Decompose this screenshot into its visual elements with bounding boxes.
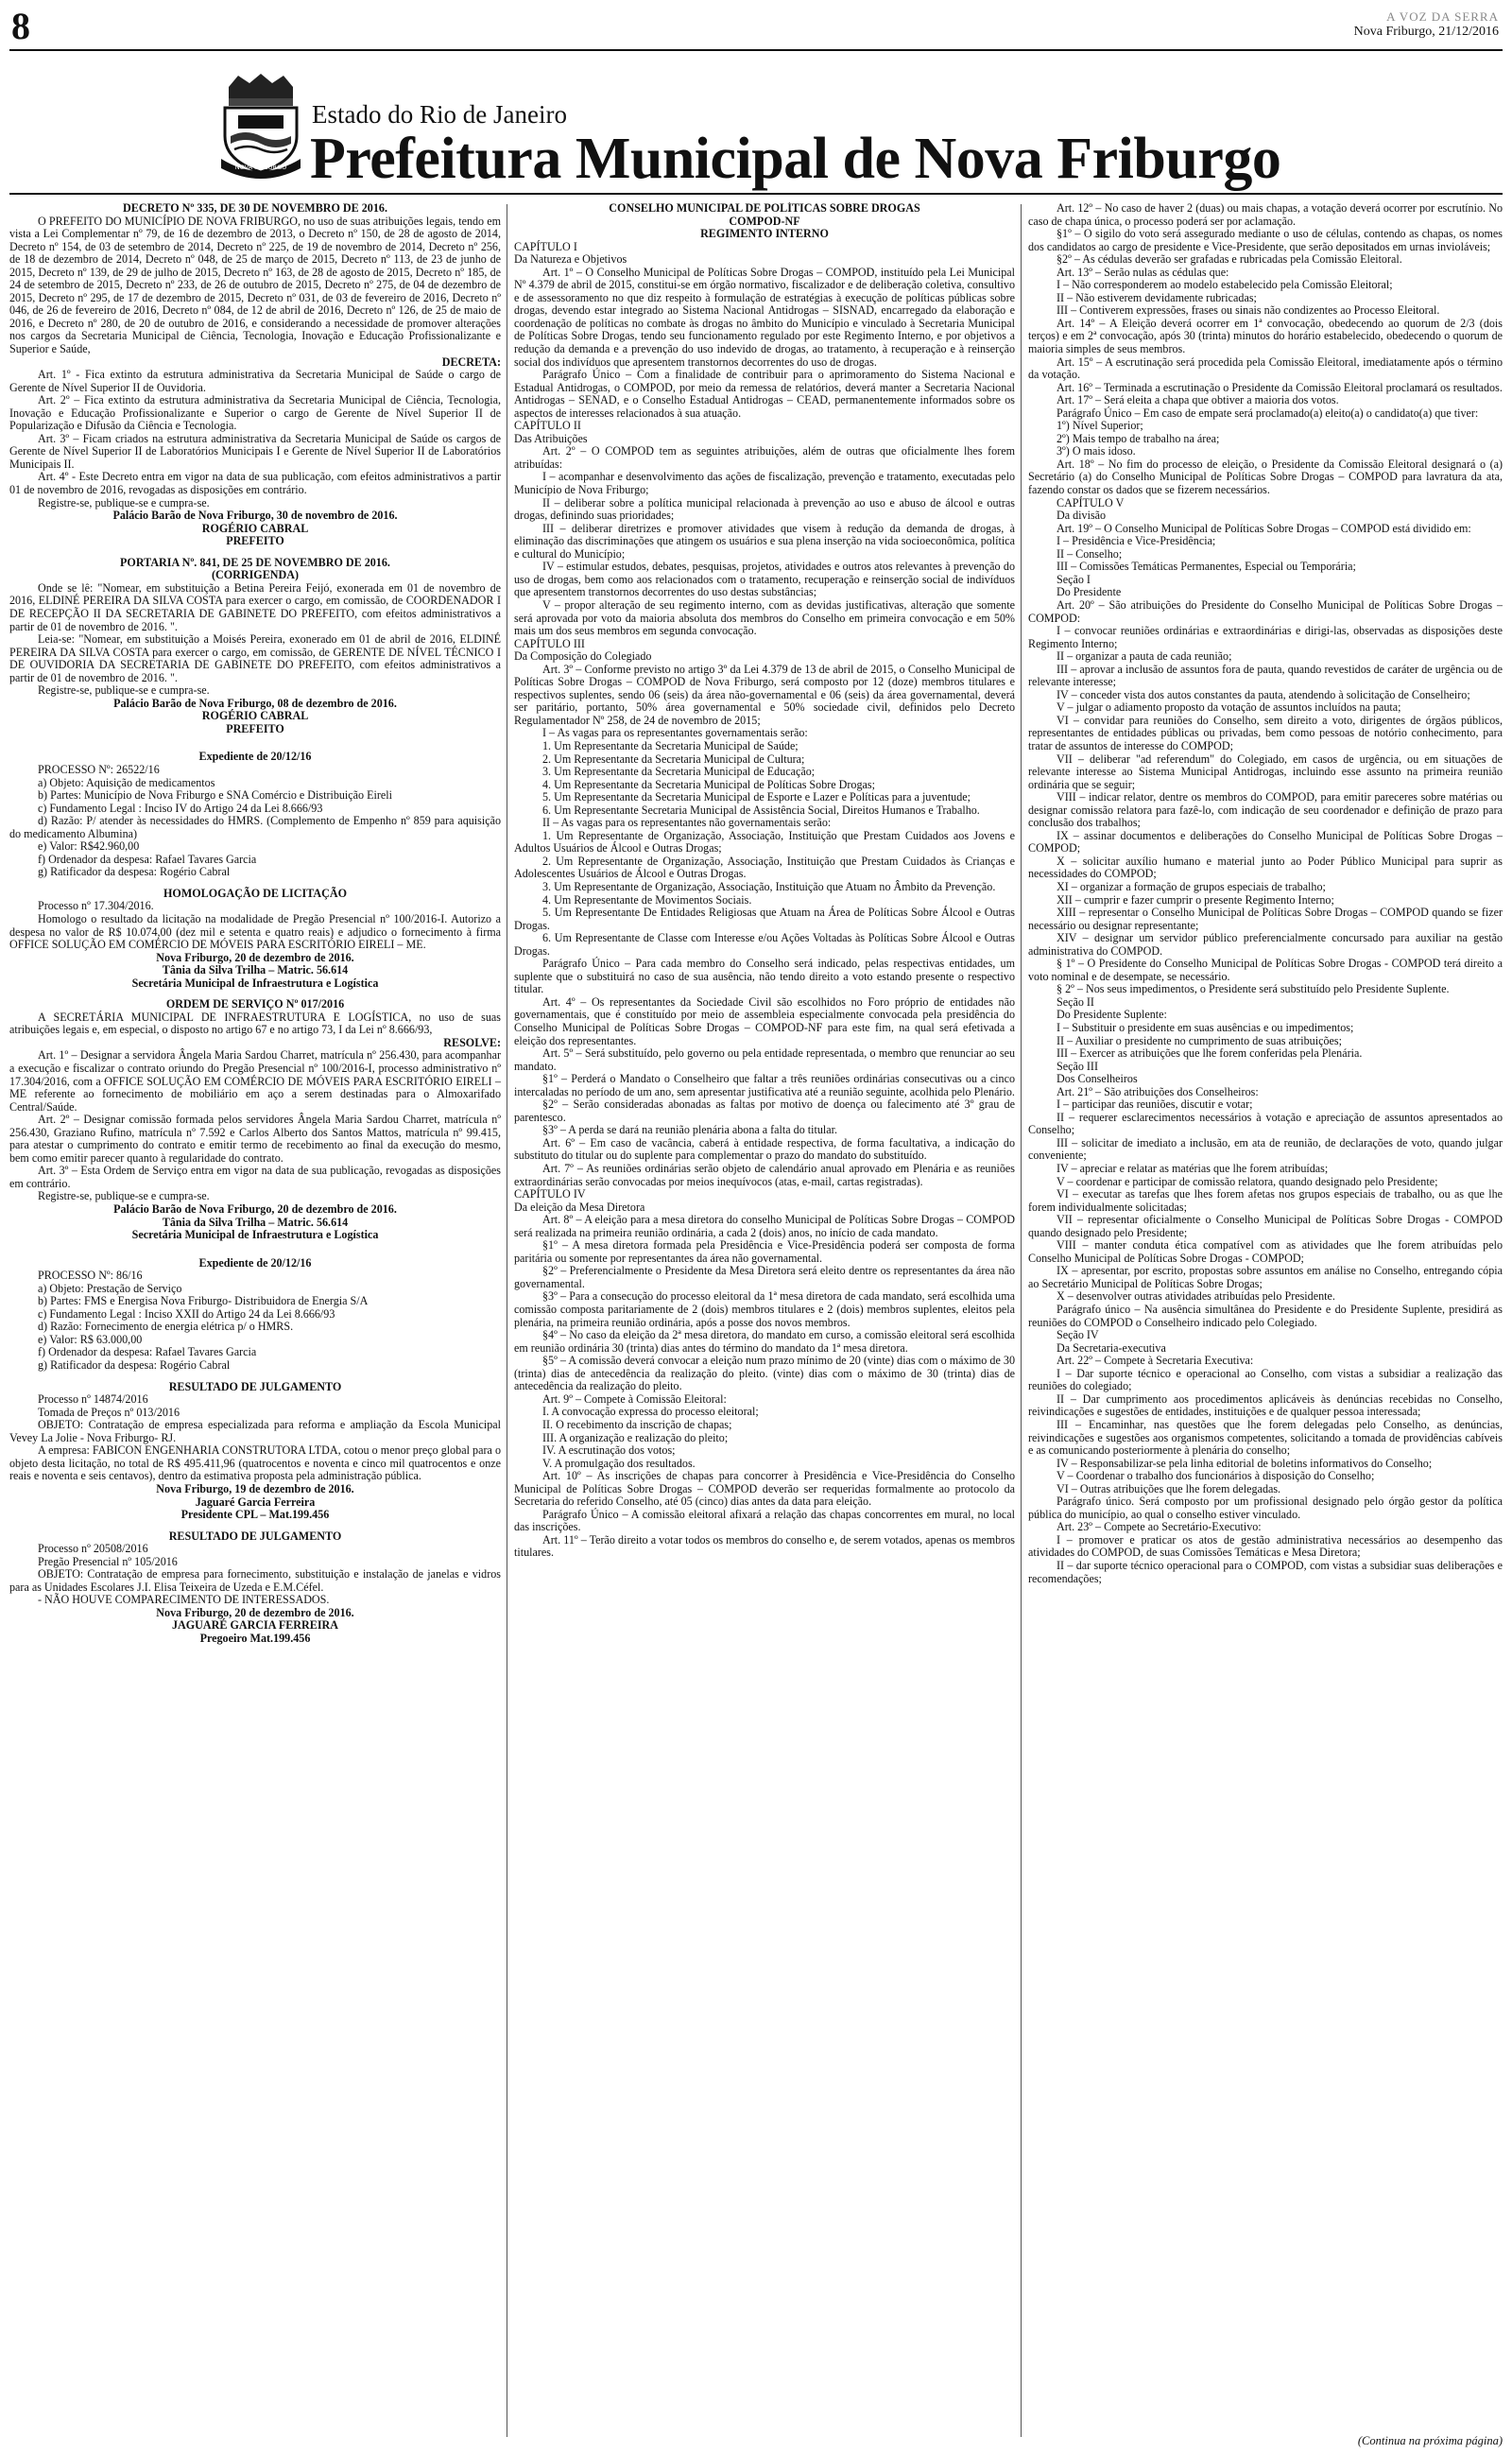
paragraph: O PREFEITO DO MUNICÍPIO DE NOVA FRIBURGO, no uso de suas atribuições legais, tendo em vista a Lei Complementar nº 79, de 16 de dezembro de 2013, o Decreto nº 150, de 28 de agosto de 2014, Decreto nº 154, de 03 de setembro de 2014, Decreto nº 225, de 19 de novembro de 2014, Decreto nº 256, de 18 de dezembro de 2014, Decreto nº 048, de 25 de março de 2015, Decreto nº 113, de 23 de junho de 2015, Decreto nº 139, de 29 de julho de 2015, Decreto nº 163, de 28 de agosto de 2015, Decreto nº 185, de 24 de setembro de 2015, Decreto nº 233, de 26 de outubro de 2015, Decreto nº 275, de 04 de dezembro de 2015, Decreto nº 295, de 17 de dezembro de 2015, Decreto nº 031, de 03 de fevereiro de 2016, Decreto nº 046, de 26 de fevereiro de 2016, Decreto nº 084, de 12 de abril de 2016, Decreto nº 126, de 25 de maio de 2016, e Decreto nº 280, de 20 de outubro de 2016, e considerando a necessidade de promover alterações nos cargos da Secretaria Municipal de Ciência, Tecnologia, Inovação e Educação Profissionalizante e Superior e Saúde, bbox=[9, 214, 501, 356]
spacer bbox=[9, 735, 501, 751]
paragraph: Art. 13º – Serão nulas as cédulas que: bbox=[1057, 265, 1229, 279]
paragraph: CAPÍTULO II bbox=[514, 419, 581, 433]
paragraph: X – solicitar auxílio humano e material junto ao Poder Público Municipal para suprir as necessidades do COMPOD; bbox=[1028, 854, 1503, 881]
paragraph: Da Natureza e Objetivos bbox=[514, 252, 627, 267]
paragraph: I – convocar reuniões ordinárias e extraordinárias e dirigi-las, observadas as disposições deste Regimento Interno; bbox=[1028, 624, 1503, 650]
paragraph: Tomada de Preços nº 013/2016 bbox=[38, 1405, 180, 1419]
paragraph: Art. 22º – Compete à Secretaria Executiva: bbox=[1057, 1354, 1254, 1368]
paragraph: §1º – O sigilo do voto será assegurado mediante o uso de células, contendo as chapas, os nomes dos candidatos ao cargo de presidente e Vice-Presidente, que serão depositados em urnas invioláveis; bbox=[1028, 227, 1503, 253]
paragraph: Do Presidente bbox=[1057, 585, 1122, 599]
paragraph: I – Substituir o presidente em suas ausências e ou impedimentos; bbox=[1057, 1021, 1354, 1034]
paragraph: I – Dar suporte técnico e operacional ao Conselho, com vistas a subsidiar a realização das reuniões do colegiado; bbox=[1028, 1366, 1503, 1393]
section-heading: Tânia da Silva Trilha – Matric. 56.614 bbox=[162, 1215, 349, 1229]
section-heading: PREFEITO bbox=[226, 534, 284, 548]
paragraph: Art. 15º – A escrutinação será procedida pela Comissão Eleitoral, imediatamente após o término da votação. bbox=[1028, 354, 1503, 382]
section-heading: COMPOD-NF bbox=[729, 214, 800, 228]
paragraph: VI – Outras atribuições que lhe forem delegadas. bbox=[1057, 1481, 1281, 1495]
paragraph: a) Objeto: Aquisição de medicamentos bbox=[38, 775, 215, 789]
paragraph: V – propor alteração de seu regimento interno, com as devidas justificativas, alteração que somente será aprovada por voto da maioria absoluta dos membros do Conselho em primeira convocação e em 50% mais um dos seus membros em segunda convocação. bbox=[514, 597, 1015, 638]
paragraph: Das Atribuições bbox=[514, 431, 588, 445]
paragraph: Seção II bbox=[1057, 994, 1094, 1009]
paragraph: XII – cumprir e fazer cumprir o presente Regimento Interno; bbox=[1057, 892, 1334, 907]
paragraph: Art. 1º – O Conselho Municipal de Políticas Sobre Drogas – COMPOD, instituído pela Lei Municipal Nº 4.379 de abril de 2015, constitui-se em órgão normativo, fiscalizador e de deliberação coletiva, consultivo e de assessoramento no que diz respeito à formulação de estratégias à execução de políticas públicas sobre drogas, devendo estar integrado ao Sistema Nacional Antidrogas – SISNAD, encarregado da elaboração e coordenação de políticas no combate às drogas no âmbito do Município e vinculado à Secretaria Municipal de Políticas Sobre Drogas, tendo seu funcionamento regulado por este Regimento Interno, e por objetivos a redução da demanda e a prevenção do uso indevido de drogas, ao tratamento, à recuperação e à reinserção social dos indivíduos que apresentem transtornos decorrentes do uso de drogas. bbox=[514, 265, 1015, 369]
paragraph: OBJETO: Contratação de empresa para fornecimento, substituição e instalação de janelas e vidros para as Unidades Escolares J.I. Elisa Teixeira de Uzeda e E.M.Céfel. bbox=[9, 1567, 501, 1594]
paragraph: XIII – representar o Conselho Municipal de Políticas Sobre Drogas – COMPOD quando se fizer necessário ou designar representante; bbox=[1028, 906, 1503, 932]
paragraph: A empresa: FABICON ENGENHARIA CONSTRUTORA LTDA, cotou o menor preço global para o objeto desta licitação, no total de R$ 495.411,96 (quatrocentos e noventa e cinco mil quatrocentos e onze reais e noventa e seis centavos), dentro da estimativa proposta pela administração pública. bbox=[9, 1443, 501, 1483]
paragraph: b) Partes: Município de Nova Friburgo e SNA Comércio e Distribuição Eireli bbox=[38, 788, 392, 803]
paragraph: IX – apresentar, por escrito, propostas sobre assuntos em análise no Conselho, entregando cópia ao Secretário Municipal de Políticas Sobre Drogas; bbox=[1028, 1264, 1503, 1290]
paragraph: Art. 2º – Designar comissão formada pelos servidores Ângela Maria Sardou Charret, matrícula nº 256.430, Graziano Rufino, matrícula nº 7.592 e Carlos Alberto dos Santos Mattos, matrícula nº 99.415, para atestar o cumprimento do contrato e emitir termo de recebimento ao final da execução do mesmo, bem como emitir parecer quanto à regularidade do contrato. bbox=[9, 1113, 501, 1165]
section-heading: Nova Friburgo, 20 de dezembro de 2016. bbox=[156, 1605, 354, 1619]
paragraph: e) Valor: R$ 63.000,00 bbox=[38, 1332, 143, 1346]
paragraph: Dos Conselheiros bbox=[1057, 1072, 1138, 1086]
paragraph: Parágrafo Único – Em caso de empate será proclamado(a) eleito(a) o candidato(a) que tiver: bbox=[1057, 406, 1479, 420]
paragraph: Art. 14º – A Eleição deverá ocorrer em 1ª convocação, obedecendo ao quorum de 2/3 (dois terços) e em 2ª convocação, após 30 (trinta) minutos do horário estabelecido, obedecendo o quorum de maioria simples de seus membros. bbox=[1028, 316, 1503, 356]
paragraph: Art. 3º – Conforme previsto no artigo 3º da Lei 4.379 de 13 de abril de 2015, o Conselho Municipal de Políticas Sobre Drogas – COMPOD de Nova Friburgo, será composto por 12 (doze) membros titulares e respectivos suplentes, sendo 06 (seis) da área não-governamental e 06 (seis) da área governamental, deverá ser paritário, portanto, 50% área governamental e 50% sociedade civil, definidos pelo Decreto Regulamentador Nº 258, de 24 de novembro de 2015; bbox=[514, 662, 1015, 727]
column-2 bbox=[514, 202, 1015, 2443]
paragraph: V – coordenar e participar de comissão relatora, quando designado pelo Presidente; bbox=[1057, 1174, 1438, 1188]
paragraph: Seção III bbox=[1057, 1059, 1098, 1073]
paragraph: - NÃO HOUVE COMPARECIMENTO DE INTERESSADOS. bbox=[38, 1593, 330, 1607]
paragraph: Art. 11º – Terão direito a votar todos os membros do conselho e, de serem votados, apenas os membros titulares. bbox=[514, 1532, 1015, 1560]
paragraph: Parágrafo Único – Para cada membro do Conselho será indicado, pelas respectivas entidades, um suplente que o substituirá no caso de sua ausência, não tendo direito a voto estando presente o respectivo titular. bbox=[514, 957, 1015, 996]
paragraph: Registre-se, publique-se e cumpra-se. bbox=[38, 1189, 210, 1203]
paragraph: f) Ordenador da despesa: Rafael Tavares Garcia bbox=[38, 852, 257, 866]
svg-text:NOVA FRIBURGO: NOVA FRIBURGO bbox=[234, 164, 287, 171]
section-heading: DECRETO Nº 335, DE 30 DE NOVEMBRO DE 2016. bbox=[123, 202, 387, 215]
paragraph: CAPÍTULO V bbox=[1057, 495, 1125, 510]
paragraph: §4º – No caso da eleição da 2ª mesa diretora, do mandato em curso, a comissão eleitoral será escolhida em reunião ordinária 30 (trinta) dias antes do término do mandato da 1ª mesa diretora. bbox=[514, 1328, 1015, 1355]
paragraph: XI – organizar a formação de grupos especiais de trabalho; bbox=[1057, 879, 1326, 893]
paragraph: VIII – manter conduta ética compatível com as atividades que lhe forem atribuídas pelo Conselho Municipal de Políticas Sobre Drogas - COMPOD; bbox=[1028, 1238, 1503, 1265]
paragraph: VII – deliberar "ad referendum" do Colegiado, em casos de urgência, ou em situações de relevante interesse ao Sistema Municipal Antidrogas, incluindo esse assunto na primeira reunião ordinária que se seguir; bbox=[1028, 752, 1503, 791]
paragraph: Processo nº 20508/2016 bbox=[38, 1542, 148, 1556]
paragraph: Do Presidente Suplente: bbox=[1057, 1008, 1167, 1022]
paragraph: f) Ordenador da despesa: Rafael Tavares Garcia bbox=[38, 1345, 257, 1359]
page-number: 8 bbox=[11, 5, 30, 47]
paragraph: Art. 10º – As inscrições de chapas para concorrer à Presidência e Vice-Presidência do Conselho Municipal de Políticas Sobre Drogas – COMPOD deverão ser requeridas formalmente ao protocolo da Secretaria do referido Conselho, até 05 (cinco) dias antes da data para eleição. bbox=[514, 1469, 1015, 1509]
state-name: Estado do Rio de Janeiro bbox=[312, 100, 567, 129]
city-crest-logo bbox=[215, 68, 306, 180]
paragraph: 2. Um Representante de Organização, Associação, Instituição que Prestam Cuidados às Crianças e Adolescentes Usuários de Álcool e Outras Drogas. bbox=[514, 854, 1015, 881]
paragraph: Art. 18º – No fim do processo de eleição, o Presidente da Comissão Eleitoral designará o (a) Secretário (a) do Conselho Municipal de Políticas Sobre Drogas – COMPOD para lavratura da ata, fazendo constar os dados que se fizerem necessários. bbox=[1028, 457, 1503, 497]
paragraph: I. A convocação expressa do processo eleitoral; bbox=[542, 1405, 759, 1419]
paragraph: 1. Um Representante da Secretaria Municipal de Saúde; bbox=[542, 738, 799, 752]
paragraph: Art. 1º - Fica extinto da estrutura administrativa da Secretaria Municipal de Saúde o cargo de Gerente de Nível Superior II de Ouvidoria. bbox=[9, 368, 501, 394]
paragraph: 3. Um Representante de Organização, Associação, Instituição que Atuam no Âmbito da Prevenção. bbox=[542, 879, 996, 893]
paragraph: c) Fundamento Legal : Inciso IV do Artigo 24 da Lei 8.666/93 bbox=[38, 801, 323, 815]
paragraph: II – Não estiverem devidamente rubricadas; bbox=[1057, 290, 1257, 304]
paragraph: Art. 6º – Em caso de vacância, caberá à entidade respectiva, de forma facultativa, a indicação do substituto do titular ou do suplente para complementar o prazo do mandato do substituído. bbox=[514, 1135, 1015, 1163]
section-heading: Palácio Barão de Nova Friburgo, 30 de novembro de 2016. bbox=[112, 509, 398, 523]
paragraph: VIII – indicar relator, dentre os membros do COMPOD, para emitir pareceres sobre matérias ou designar comissão relatora para fazê-lo, com indicação de seu coordenador e definição de prazo para conclusão dos trabalhos; bbox=[1028, 790, 1503, 830]
paragraph: Processo nº 17.304/2016. bbox=[38, 899, 154, 913]
content-columns bbox=[9, 202, 1503, 2443]
paragraph: II – organizar a pauta de cada reunião; bbox=[1057, 649, 1232, 664]
paragraph: II – Conselho; bbox=[1057, 546, 1123, 561]
paragraph: CAPÍTULO III bbox=[514, 636, 585, 650]
paragraph: A SECRETÁRIA MUNICIPAL DE INFRAESTRUTURA E LOGÍSTICA, no uso de suas atribuições legais e, em especial, o disposto no artigo 67 e no artigo 73, I da Lei nº 8.666/93, bbox=[9, 1010, 501, 1037]
paragraph: I – promover e praticar os atos de gestão administrativa necessários ao desempenho das atividades do COMPOD, de suas Comissões Temáticas e Mesa Diretora; bbox=[1028, 1532, 1503, 1560]
paragraph: V – Coordenar o trabalho dos funcionários à disposição do Conselho; bbox=[1057, 1469, 1375, 1483]
paragraph: g) Ratificador da despesa: Rogério Cabral bbox=[38, 865, 231, 879]
paragraph: §2º – Preferencialmente o Presidente da Mesa Diretora será eleito dentre os representantes da área não governamental. bbox=[514, 1264, 1015, 1290]
paragraph: Art. 3º – Esta Ordem de Serviço entra em vigor na data de sua publicação, revogadas as disposições em contrário. bbox=[9, 1164, 501, 1190]
paragraph: X – desenvolver outras atividades atribuídas pelo Presidente. bbox=[1057, 1289, 1335, 1304]
paragraph: Registre-se, publique-se e cumpra-se. bbox=[38, 683, 210, 698]
paragraph: 1. Um Representante de Organização, Associação, Instituição que Prestam Cuidados aos Jovens e Adultos Usuários de Álcool e Outras Drogas; bbox=[514, 828, 1015, 855]
continuation-note: (Continua na próxima página) bbox=[1357, 2434, 1503, 2447]
paragraph: 6. Um Representante Secretaria Municipal de Assistência Social, Direitos Humanos e Trabalho. bbox=[542, 803, 980, 817]
section-heading: Expediente de 20/12/16 bbox=[198, 750, 312, 764]
paragraph: II – dar suporte técnico operacional para o COMPOD, com vistas a subsidiar suas deliberações e recomendações; bbox=[1028, 1558, 1503, 1585]
paragraph: 2. Um Representante da Secretaria Municipal de Cultura; bbox=[542, 752, 805, 766]
section-heading: Expediente de 20/12/16 bbox=[198, 1255, 312, 1270]
paragraph: b) Partes: FMS e Energisa Nova Friburgo- Distribuidora de Energia S/A bbox=[38, 1294, 369, 1308]
section-heading: (CORRIGENDA) bbox=[211, 568, 300, 582]
paragraph: III – deliberar diretrizes e promover atividades que visem à redução da demanda de drogas, à eliminação das discriminações que atingem os usuários e sua plena inserção na vida socioeconômica, política e cultural do Município; bbox=[514, 521, 1015, 561]
paragraph: I – As vagas para os representantes governamentais serão: bbox=[542, 726, 808, 740]
paragraph: Parágrafo único – Na ausência simultânea do Presidente e do Presidente Suplente, presidirá as reuniões do COMPOD o Conselheiro indicado pelo Colegiado. bbox=[1028, 1303, 1503, 1329]
paragraph: Art. 21º – São atribuições dos Conselheiros: bbox=[1057, 1084, 1259, 1098]
paragraph: Parágrafo único. Será composto por um profissional designado pelo órgão gestor da política pública do município, ao qual o conselho estiver vinculado. bbox=[1028, 1495, 1503, 1521]
paragraph: Art. 2º – O COMPOD tem as seguintes atribuições, além de outras que oficialmente lhes forem atribuídas: bbox=[514, 444, 1015, 471]
paragraph: Art. 20º – São atribuições do Presidente do Conselho Municipal de Políticas Sobre Drogas – COMPOD: bbox=[1028, 597, 1503, 625]
paragraph: Da divisão bbox=[1057, 509, 1107, 523]
paragraph: IV. A escrutinação dos votos; bbox=[542, 1443, 676, 1458]
paragraph: Da eleição da Mesa Diretora bbox=[514, 1200, 645, 1214]
section-heading: JAGUARÉ GARCIA FERREIRA bbox=[171, 1618, 339, 1633]
paragraph: Art. 19º – O Conselho Municipal de Políticas Sobre Drogas – COMPOD está dividido em: bbox=[1057, 521, 1471, 535]
paragraph: Seção I bbox=[1057, 572, 1091, 586]
section-heading: Secretária Municipal de Infraestrutura e Logística bbox=[131, 1228, 379, 1242]
paragraph: IV – estimular estudos, debates, pesquisas, projetos, atividades e outros atos relevantes à prevenção do uso de drogas, bem como aos relacionados com o tratamento, recuperação e reinserção social de indivíduos que apresentem transtornos decorrentes do uso destas substâncias; bbox=[514, 560, 1015, 599]
masthead bbox=[9, 51, 1503, 195]
section-heading: REGIMENTO INTERNO bbox=[700, 227, 829, 241]
paragraph: c) Fundamento Legal : Inciso XXII do Artigo 24 da Lei 8.666/93 bbox=[38, 1306, 335, 1321]
paragraph: V – julgar o adiamento proposto da votação de assuntos incluídos na pauta; bbox=[1057, 700, 1401, 715]
paragraph: III – Encaminhar, nas questões que lhe forem delegadas pelo Conselho, as denúncias, reivindicações e sugestões aos organismos competentes, solicitando a tomada de providências cabíveis e as comunicando posteriormente à plenária do conselho; bbox=[1028, 1417, 1503, 1458]
paragraph: Art. 9º – Compete à Comissão Eleitoral: bbox=[542, 1391, 727, 1406]
paragraph: 4. Um Representante de Movimentos Sociais. bbox=[542, 892, 752, 907]
paragraph: Art. 8º – A eleição para a mesa diretora do conselho Municipal de Políticas Sobre Drogas – COMPOD será realizada na primeira reunião ordinária, a cada 2 (dois) anos, no início de cada mandato. bbox=[514, 1213, 1015, 1239]
section-heading: HOMOLOGAÇÃO DE LICITAÇÃO bbox=[163, 886, 347, 900]
paragraph: V. A promulgação dos resultados. bbox=[542, 1456, 696, 1470]
paragraph: III. A organização e realização do pleito; bbox=[542, 1430, 729, 1444]
paragraph: III – solicitar de imediato a inclusão, em ata de reunião, de declarações de voto, quando julgar conveniente; bbox=[1028, 1135, 1503, 1163]
paragraph: Art. 3º – Ficam criados na estrutura administrativa da Secretaria Municipal de Saúde os cargos de Gerente de Nível Superior II de Laboratórios Municipais I e Gerente de Nível Superior II de Laboratórios Municipais II. bbox=[9, 431, 501, 471]
paragraph: Art. 23º – Compete ao Secretário-Executivo: bbox=[1057, 1520, 1262, 1534]
section-heading: Nova Friburgo, 20 de dezembro de 2016. bbox=[156, 950, 354, 964]
section-heading: Palácio Barão de Nova Friburgo, 08 de dezembro de 2016. bbox=[113, 696, 397, 710]
paragraph: §3º – A perda se dará na reunião plenária abona a falta do titular. bbox=[542, 1123, 838, 1137]
paragraph: III – Comissões Temáticas Permanentes, Especial ou Temporária; bbox=[1057, 560, 1356, 574]
publication-date: Nova Friburgo, 21/12/2016 bbox=[1353, 25, 1499, 39]
paragraph: §5º – A comissão deverá convocar a eleição num prazo mínimo de 20 (vinte) dias com o máximo de 30 (trinta) dias de antecedência da realização do pleito. (vinte) dias com o máximo de 30 (trinta) dias de antecedência da realização do pleito. bbox=[514, 1354, 1015, 1393]
paragraph: III – Contiverem expressões, frases ou sinais não condizentes ao Processo Eleitoral. bbox=[1057, 303, 1440, 318]
column-1 bbox=[9, 202, 501, 2443]
column-divider bbox=[1021, 204, 1022, 2437]
section-heading: ORDEM DE SERVIÇO Nº 017/2016 bbox=[165, 997, 345, 1011]
section-heading: Palácio Barão de Nova Friburgo, 20 de dezembro de 2016. bbox=[113, 1202, 397, 1217]
paragraph: Processo nº 14874/2016 bbox=[38, 1392, 148, 1407]
section-heading: RESULTADO DE JULGAMENTO bbox=[168, 1529, 342, 1543]
paragraph: 3º) O mais idoso. bbox=[1057, 444, 1136, 458]
paragraph: IV – conceder vista dos autos constantes da pauta, atendendo à solicitação de Conselheiro; bbox=[1057, 687, 1470, 701]
paragraph: PROCESSO Nº: 26522/16 bbox=[38, 762, 160, 776]
paragraph: §1º – Perderá o Mandato o Conselheiro que faltar a três reuniões ordinárias consecutivas ou a cinco intercaladas no período de um ano, sem apresentar justificativa até a reunião seguinte, acolhida pelo Plenário. bbox=[514, 1072, 1015, 1098]
paragraph: OBJETO: Contratação de empresa especializada para reforma e ampliação da Escola Municipal Vevey La Jolie - Nova Friburgo- RJ. bbox=[9, 1418, 501, 1444]
paragraph: d) Razão: Fornecimento de energia elétrica p/ o HMRS. bbox=[38, 1320, 294, 1334]
spacer bbox=[9, 1242, 501, 1257]
column-3 bbox=[1028, 202, 1503, 2443]
paragraph: IX – assinar documentos e deliberações do Conselho Municipal de Políticas Sobre Drogas – COMPOD; bbox=[1028, 828, 1503, 855]
paragraph: Homologo o resultado da licitação na modalidade de Pregão Presencial nº 100/2016-I. Autorizo a despesa no valor de R$ 10.074,00 (dez mil e setenta e quatro reais) e adjudico o fornecimento à firma OFFICE SOLUÇÃO EM COMÉRCIO DE MÓVEIS PARA ESCRITÓRIO EIRELI – ME. bbox=[9, 911, 501, 952]
publication-info bbox=[1354, 9, 1499, 40]
paragraph: 6. Um Representante de Classe com Interesse e/ou Ações Voltadas às Políticas Sobre Álcool e Outras Drogas. bbox=[514, 931, 1015, 958]
paragraph: 5. Um Representante da Secretaria Municipal de Esporte e Lazer e Políticas para a juventude; bbox=[542, 790, 971, 804]
paragraph: § 2º – Nos seus impedimentos, o Presidente será substituído pelo Presidente Suplente. bbox=[1057, 982, 1450, 996]
publication-name: A VOZ DA SERRA bbox=[1386, 9, 1499, 24]
paragraph: Parágrafo Único – Com a finalidade de contribuir para o aprimoramento do Sistema Nacional e Estadual Antidrogas, o COMPOD, por meio da remessa de relatórios, deverá manter a Secretaria Nacional Antidrogas – SENAD, e o Conselho Estadual Antidrogas – CEAD, permanentemente informados sobre os aspectos de interesses relacionados à sua atuação. bbox=[514, 368, 1015, 420]
paragraph: 4. Um Representante da Secretaria Municipal de Políticas Sobre Drogas; bbox=[542, 777, 875, 791]
paragraph: II – deliberar sobre a política municipal relacionada à prevenção ao uso e abuso de álcool e outras drogas, definindo suas prioridades; bbox=[514, 495, 1015, 523]
paragraph: Art. 2º – Fica extinto da estrutura administrativa da Secretaria Municipal de Ciência, Tecnologia, Inovação e Educação Profissionalizante e Superior o cargo de Gerente de Nível Superior II de Popularização e Difusão da Ciência e Tecnologia. bbox=[9, 393, 501, 433]
paragraph: 3. Um Representante da Secretaria Municipal de Educação; bbox=[542, 765, 816, 779]
paragraph: Art. 5º – Será substituído, pelo governo ou pela entidade representada, o membro que renunciar ao seu mandato. bbox=[514, 1046, 1015, 1073]
section-heading: Nova Friburgo, 19 de dezembro de 2016. bbox=[156, 1481, 354, 1495]
paragraph: VI – executar as tarefas que lhes forem afetas nos grupos especiais de trabalho, ou as que lhe forem individualmente solicitadas; bbox=[1028, 1187, 1503, 1214]
paragraph: PROCESSO Nº: 86/16 bbox=[38, 1269, 143, 1283]
paragraph: Art. 4º - Este Decreto entra em vigor na data de sua publicação, com efeitos administrativos a partir 01 de novembro de 2016, revogadas as disposições em contrário. bbox=[9, 470, 501, 497]
paragraph: Art. 17º – Será eleita a chapa que obtiver a maioria dos votos. bbox=[1057, 393, 1339, 407]
paragraph: Seção IV bbox=[1057, 1328, 1099, 1342]
paragraph: d) Razão: P/ atender às necessidades do HMRS. (Complemento de Empenho nº 859 para aquisição do medicamento Albumina) bbox=[9, 814, 501, 840]
paragraph: Art. 7º – As reuniões ordinárias serão objeto de calendário anual aprovado em Plenária e as reuniões extraordinárias serão convocadas por meios inequívocos (atas, e-mail, cartas registradas). bbox=[514, 1162, 1015, 1188]
paragraph: Da Secretaria-executiva bbox=[1057, 1340, 1166, 1355]
paragraph: II. O recebimento da inscrição de chapas; bbox=[542, 1417, 732, 1431]
section-heading: CONSELHO MUNICIPAL DE POLÍTICAS SOBRE DROGAS bbox=[609, 202, 920, 215]
paragraph: Da Composição do Colegiado bbox=[514, 649, 652, 664]
paragraph: §2º – Serão consideradas abonadas as faltas por motivo de doença ou falecimento até 3º grau de parentesco. bbox=[514, 1097, 1015, 1124]
paragraph: §3º – Para a consecução do processo eleitoral da 1ª mesa diretora de cada mandato, será escolhida uma comissão composta paritariamente de 2 (dois) membros titulares e 2 (dois) membros suplentes, eleitos pela plenária, na primeira reunião ordinária, após a posse dos novos membros. bbox=[514, 1289, 1015, 1329]
paragraph: §2º – As cédulas deverão ser grafadas e rubricadas pela Comissão Eleitoral. bbox=[1057, 252, 1402, 267]
section-heading: PORTARIA Nº. 841, DE 25 DE NOVEMBRO DE 2016. bbox=[120, 555, 390, 569]
paragraph: IV – apreciar e relatar as matérias que lhe forem atribuídas; bbox=[1057, 1162, 1329, 1176]
paragraph: XIV – designar um servidor público preferencialmente concursado para auxiliar na gestão administrativa do COMPOD. bbox=[1028, 931, 1503, 958]
paragraph: Pregão Presencial nº 105/2016 bbox=[38, 1554, 178, 1568]
paragraph: Art. 12º – No caso de haver 2 (duas) ou mais chapas, a votação deverá ocorrer por escrutínio. No caso de chapa única, o processo poderá ser por aclamação. bbox=[1028, 202, 1503, 228]
paragraph: 2º) Mais tempo de trabalho na área; bbox=[1057, 431, 1220, 445]
city-hall-title: Prefeitura Municipal de Nova Friburgo bbox=[310, 127, 1281, 191]
paragraph: e) Valor: R$42.960,00 bbox=[38, 839, 140, 854]
paragraph: 1º) Nível Superior; bbox=[1057, 419, 1143, 433]
section-heading: PREFEITO bbox=[226, 721, 284, 735]
paragraph: I – Não corresponderem ao modelo estabelecido pela Comissão Eleitoral; bbox=[1057, 278, 1393, 292]
paragraph: § 1º – O Presidente do Conselho Municipal de Políticas Sobre Drogas - COMPOD terá direito a voto nominal e de desempate, se necessário. bbox=[1028, 957, 1503, 983]
page-header bbox=[9, 5, 1503, 51]
paragraph: Leia-se: "Nomear, em substituição a Moisés Pereira, exonerado em 01 de abril de 2016, ELDINÉ PEREIRA DA SILVA COSTA para exercer o cargo, em comissão, de GERENTE DE NÍVEL TÉCNICO I DE OUVIDORIA DA SECRETARIA DE GABINETE DO PREFEITO, com efeitos administrativos a partir de 01 de novembro de 2016. ". bbox=[9, 632, 501, 684]
paragraph: CAPÍTULO I bbox=[514, 239, 577, 253]
paragraph: I – acompanhar e desenvolvimento das ações de fiscalização, prevenção e tratamento, executadas pelo Município de Nova Friburgo; bbox=[514, 470, 1015, 497]
section-heading: Tânia da Silva Trilha – Matric. 56.614 bbox=[162, 963, 349, 977]
paragraph: §1º – A mesa diretora formada pela Presidência e Vice-Presidência poderá ser composta de forma paritária ou somente por representantes da área não governamental. bbox=[514, 1238, 1015, 1265]
paragraph: Art. 4º – Os representantes da Sociedade Civil são escolhidos no Foro próprio de entidades não governamentais, que é constituído por meio de assembleia especialmente convocada pela presidência do Conselho Municipal de Políticas Sobre Drogas – COMPOD-NF para este fim, na qual será efetivada a eleição dos representantes. bbox=[514, 994, 1015, 1047]
paragraph: III – Exercer as atribuições que lhe forem conferidas pela Plenária. bbox=[1057, 1046, 1363, 1061]
paragraph: Art. 1º – Designar a servidora Ângela Maria Sardou Charret, matrícula nº 256.430, para acompanhar a execução e fiscalizar o contrato oriundo do Pregão Presencial nº 100/2016-I, processo administrativo nº 17.304/2016, com a OFFICE SOLUÇÃO EM COMÉRCIO DE MÓVEIS PARA ESCRITÓRIO EIRELI – ME referente ao fornecimento de mobiliário em aço a serem destinadas para o Almoxarifado Central/Saúde. bbox=[9, 1048, 501, 1114]
paragraph: Onde se lê: "Nomear, em substituição a Betina Pereira Feijó, exonerada em 01 de novembro de 2016, ELDINÉ PEREIRA DA SILVA COSTA para exercer o cargo, em comissão, de COORDENADOR I DE RECEPÇÃO II DA SECRETARIA DE GABINETE DO PREFEITO, com efeitos administrativos a partir de 01 de novembro de 2016. ". bbox=[9, 580, 501, 633]
paragraph: g) Ratificador da despesa: Rogério Cabral bbox=[38, 1358, 231, 1373]
paragraph: II – Auxiliar o presidente no cumprimento de suas atribuições; bbox=[1057, 1033, 1342, 1047]
paragraph: I – participar das reuniões, discutir e votar; bbox=[1057, 1097, 1253, 1112]
paragraph: II – As vagas para os representantes não governamentais serão: bbox=[542, 816, 832, 830]
section-heading: Jaguaré Garcia Ferreira bbox=[195, 1495, 316, 1509]
paragraph: Art. 16º – Terminada a escrutinação o Presidente da Comissão Eleitoral proclamará os resultados. bbox=[1057, 380, 1503, 394]
paragraph: Registre-se, publique-se e cumpra-se. bbox=[38, 495, 210, 510]
section-heading: Secretária Municipal de Infraestrutura e Logística bbox=[131, 976, 379, 990]
section-heading: ROGÉRIO CABRAL bbox=[201, 709, 309, 723]
paragraph: CAPÍTULO IV bbox=[514, 1187, 586, 1201]
paragraph: a) Objeto: Prestação de Serviço bbox=[38, 1281, 182, 1295]
section-heading: DECRETA: bbox=[441, 354, 501, 369]
paragraph: III – aprovar a inclusão de assuntos fora de pauta, quando revestidos de caráter de urgência ou de relevante interesse; bbox=[1028, 662, 1503, 689]
paragraph: Parágrafo Único – A comissão eleitoral afixará a relação das chapas concorrentes em mural, no local das inscrições. bbox=[514, 1507, 1015, 1534]
paragraph: 5. Um Representante De Entidades Religiosas que Atuam na Área de Políticas Sobre Álcool e Outras Drogas. bbox=[514, 906, 1015, 932]
paragraph: IV – Responsabilizar-se pela linha editorial de boletins informativos do Conselho; bbox=[1057, 1456, 1433, 1470]
paragraph: VII – representar oficialmente o Conselho Municipal de Políticas Sobre Drogas - COMPOD quando designado pelo Presidente; bbox=[1028, 1213, 1503, 1239]
paragraph: VI – convidar para reuniões do Conselho, sem direito a voto, dirigentes de órgãos públicos, representantes de entidades públicas ou privadas, bem como pessoas de notório conhecimento, para tratar de assuntos de interesse do COMPOD; bbox=[1028, 713, 1503, 752]
paragraph: II – Dar cumprimento aos procedimentos aplicáveis às denúncias recebidas no Conselho, reivindicações e sugestões de entidades, instituições e de qualquer pessoa interessada; bbox=[1028, 1391, 1503, 1419]
section-heading: RESOLVE: bbox=[443, 1035, 501, 1049]
section-heading: Presidente CPL – Mat.199.456 bbox=[180, 1508, 330, 1522]
section-heading: ROGÉRIO CABRAL bbox=[201, 521, 309, 535]
section-heading: RESULTADO DE JULGAMENTO bbox=[168, 1379, 342, 1393]
paragraph: II – requerer esclarecimentos necessários à votação e apreciação de assuntos apresentados ao Conselho; bbox=[1028, 1110, 1503, 1137]
section-heading: Pregoeiro Mat.199.456 bbox=[199, 1631, 311, 1645]
paragraph: I – Presidência e Vice-Presidência; bbox=[1057, 534, 1216, 548]
